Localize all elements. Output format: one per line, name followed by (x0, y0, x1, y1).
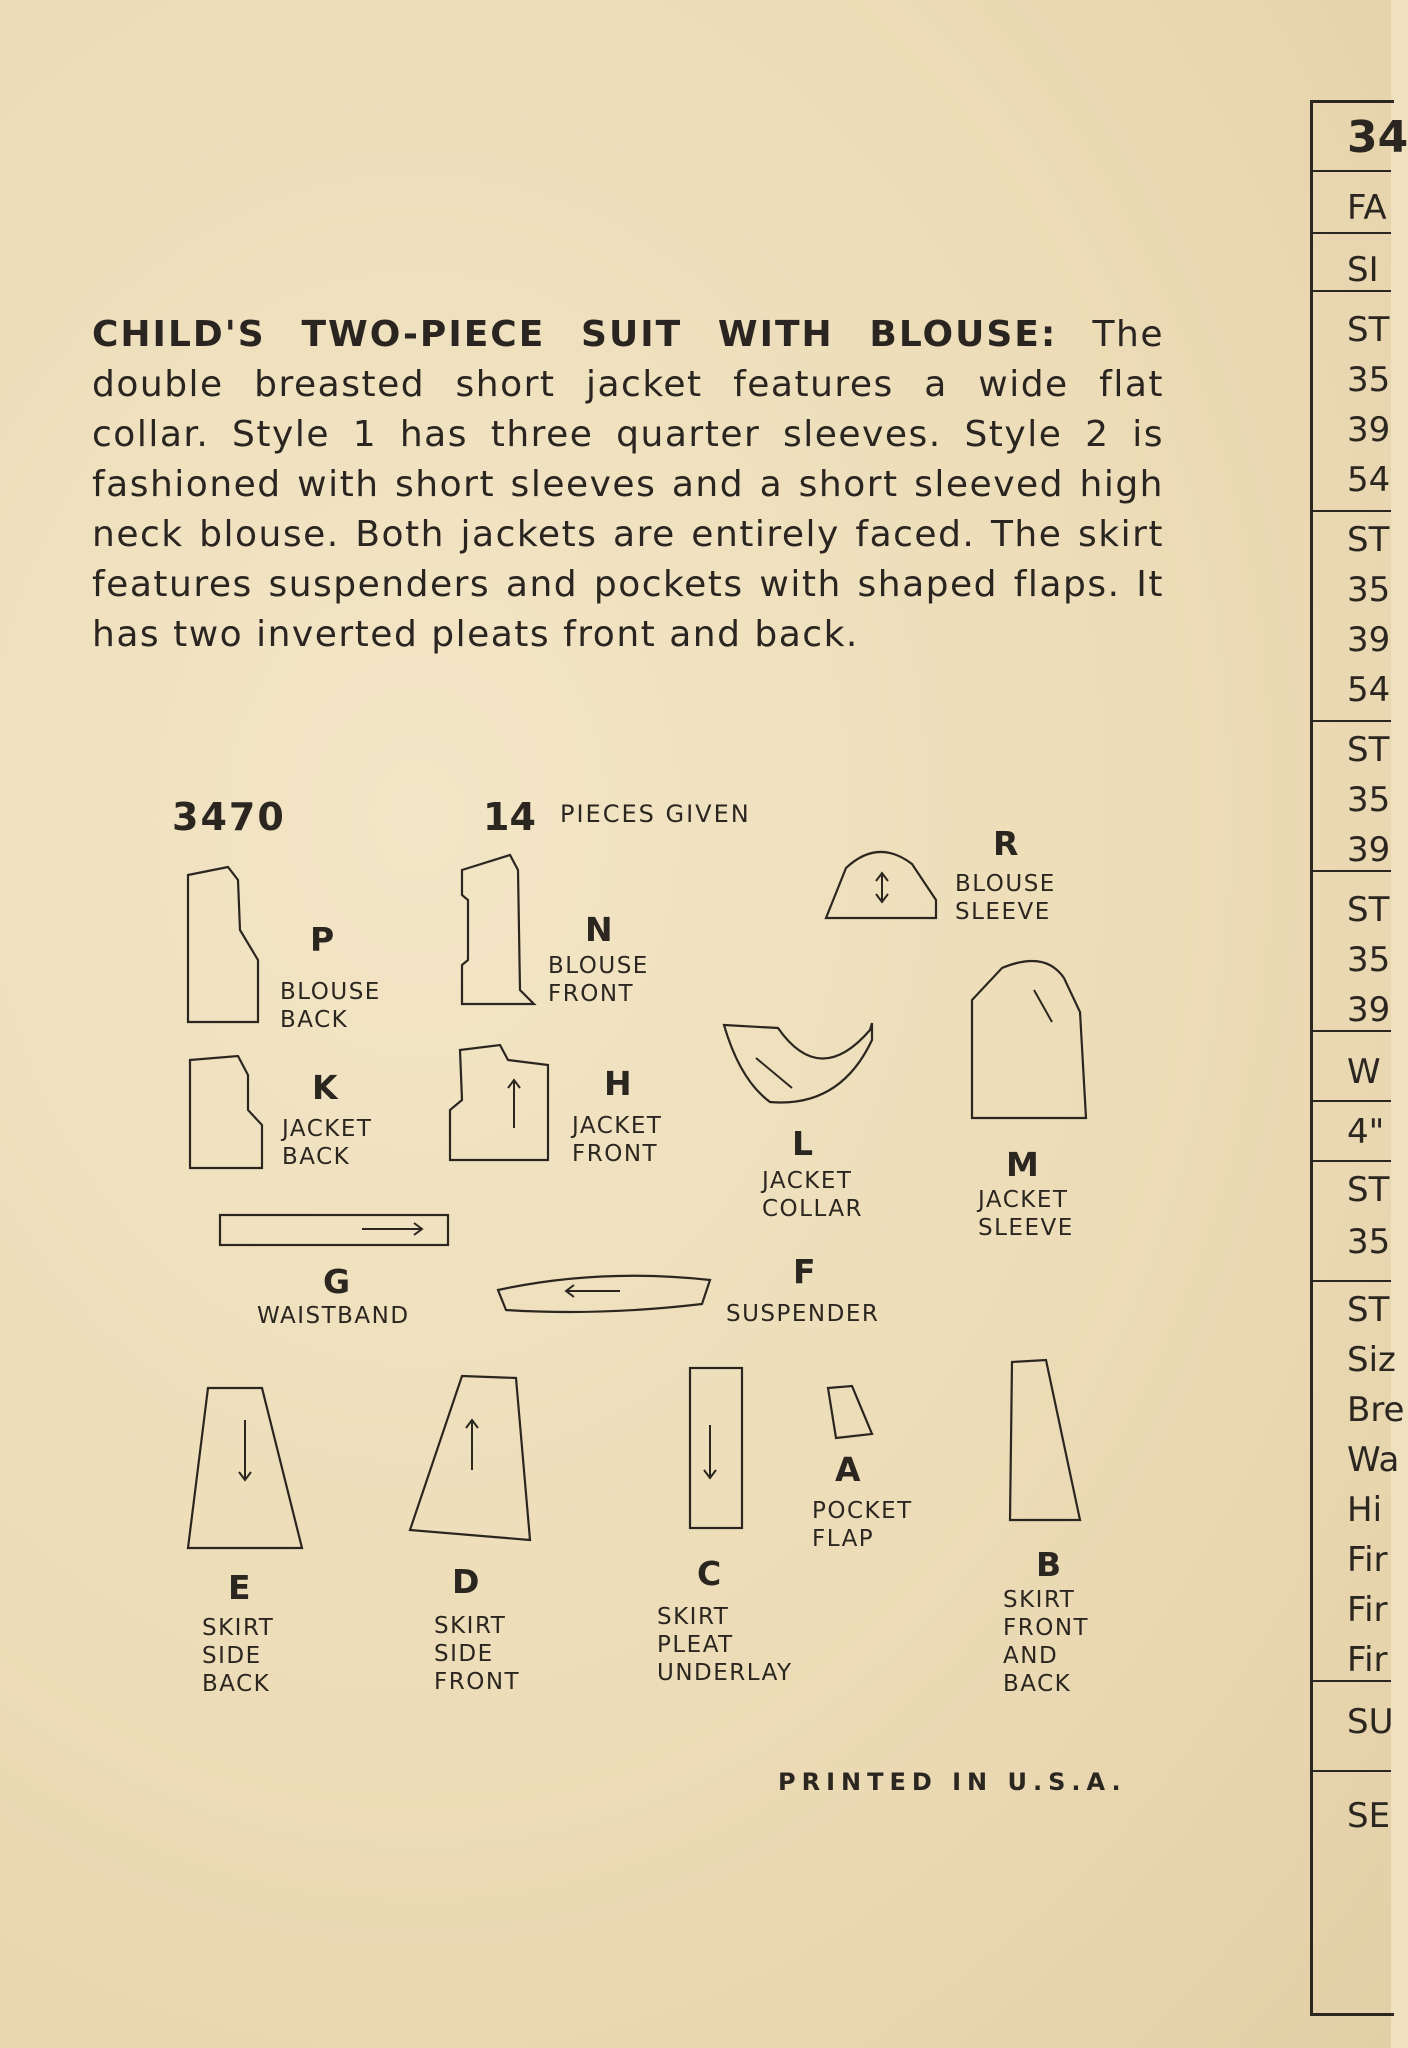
piece-g-label: WAISTBAND (257, 1303, 410, 1329)
table-row-fragment: Siz (1347, 1340, 1396, 1380)
table-rule (1312, 1030, 1391, 1032)
piece-f-label: SUSPENDER (726, 1301, 880, 1327)
table-row-fragment: 35 (1347, 570, 1391, 610)
table-row-fragment: ST (1347, 730, 1390, 770)
piece-p-letter: P (310, 920, 335, 959)
table-row-fragment: Fir (1347, 1590, 1388, 1630)
table-row-fragment: SU (1347, 1702, 1394, 1742)
table-row-fragment: 39 (1347, 410, 1391, 450)
piece-h-letter: H (604, 1064, 632, 1103)
piece-l-label: JACKET COLLAR (762, 1168, 864, 1222)
table-rule (1312, 1770, 1391, 1772)
printed-in-usa: PRINTED IN U.S.A. (778, 1768, 1127, 1796)
table-rule (1312, 290, 1391, 292)
piece-g-letter: G (323, 1262, 351, 1301)
table-rule (1312, 1100, 1391, 1102)
piece-n-label: BLOUSE FRONT (548, 953, 649, 1007)
table-row-fragment: 34 (1347, 112, 1408, 163)
table-row-fragment: 35 (1347, 780, 1391, 820)
piece-m-letter: M (1006, 1145, 1039, 1184)
piece-f-outline (498, 1276, 710, 1312)
table-row-fragment: Hi (1347, 1490, 1383, 1530)
piece-h-label: JACKET FRONT (572, 1113, 663, 1167)
piece-d-label: SKIRT SIDE FRONT (434, 1613, 521, 1695)
pieces-count: 14 (483, 795, 536, 839)
piece-a-outline (828, 1386, 872, 1438)
table-rule (1312, 170, 1391, 172)
piece-r-letter: R (993, 824, 1019, 863)
table-rule (1312, 232, 1391, 234)
table-row-fragment: 39 (1347, 990, 1391, 1030)
piece-b-outline (1010, 1360, 1080, 1520)
piece-k-outline (190, 1056, 262, 1168)
table-row-fragment: Fir (1347, 1640, 1388, 1680)
table-row-fragment: Fir (1347, 1540, 1388, 1580)
piece-b-letter: B (1036, 1545, 1062, 1584)
table-row-fragment: 39 (1347, 830, 1391, 870)
table-row-fragment: FA (1347, 188, 1387, 228)
piece-c-letter: C (697, 1554, 722, 1593)
table-rule (1312, 510, 1391, 512)
piece-p-outline (188, 867, 258, 1022)
table-row-fragment: Bre (1347, 1390, 1405, 1430)
pieces-label: PIECES GIVEN (560, 800, 751, 828)
table-rule (1312, 720, 1391, 722)
piece-h-outline (450, 1045, 548, 1160)
piece-d-outline (410, 1376, 530, 1540)
table-row-fragment: ST (1347, 1170, 1390, 1210)
piece-m-label: JACKET SLEEVE (978, 1187, 1074, 1241)
piece-a-label: POCKET FLAP (812, 1498, 913, 1552)
piece-k-label: JACKET BACK (282, 1116, 373, 1170)
table-row-fragment: ST (1347, 520, 1390, 560)
piece-l-outline (724, 1023, 872, 1102)
piece-k-letter: K (312, 1068, 338, 1107)
table-row-fragment: SE (1347, 1796, 1391, 1836)
table-row-fragment: W (1347, 1052, 1381, 1092)
piece-n-outline (462, 855, 534, 1004)
piece-m-outline (972, 961, 1086, 1118)
table-rule (1312, 1280, 1391, 1282)
table-rule (1312, 1160, 1391, 1162)
piece-f-letter: F (793, 1252, 816, 1291)
table-row-fragment: 35 (1347, 360, 1391, 400)
table-row-fragment: 54 (1347, 460, 1391, 500)
piece-b-label: SKIRT FRONT AND BACK (1003, 1587, 1090, 1697)
table-row-fragment: 4" (1347, 1112, 1385, 1152)
piece-e-label: SKIRT SIDE BACK (202, 1615, 275, 1697)
table-row-fragment: ST (1347, 310, 1390, 350)
piece-n-letter: N (585, 910, 613, 949)
description-body: The double breasted short jacket features a wide flat collar. Style 1 has three quarter sleeves. Style 2 is fashioned with short sleeves and a short sleeved high neck blouse. Both jackets are entirely faced. The skirt features suspenders and pockets with shaped flaps. It has two inverted pleats front and back. (92, 314, 1164, 655)
pattern-number: 3470 (172, 795, 286, 839)
table-row-fragment: ST (1347, 890, 1390, 930)
table-row-fragment: SI (1347, 250, 1379, 290)
piece-e-letter: E (228, 1568, 251, 1607)
piece-c-outline (690, 1368, 742, 1528)
piece-r-label: BLOUSE SLEEVE (955, 871, 1056, 925)
table-row-fragment: 35 (1347, 940, 1391, 980)
description-title: CHILD'S TWO-PIECE SUIT WITH BLOUSE: (92, 314, 1058, 355)
piece-c-label: SKIRT PLEAT UNDERLAY (657, 1604, 793, 1686)
table-rule (1312, 870, 1391, 872)
table-row-fragment: Wa (1347, 1440, 1400, 1480)
table-row-fragment: ST (1347, 1290, 1390, 1330)
piece-l-letter: L (792, 1124, 814, 1163)
table-row-fragment: 54 (1347, 670, 1391, 710)
table-row-fragment: 39 (1347, 620, 1391, 660)
piece-d-letter: D (452, 1562, 480, 1601)
piece-a-letter: A (835, 1450, 861, 1489)
piece-p-label: BLOUSE BACK (280, 979, 381, 1033)
table-row-fragment: 35 (1347, 1222, 1391, 1262)
table-rule (1312, 1680, 1391, 1682)
